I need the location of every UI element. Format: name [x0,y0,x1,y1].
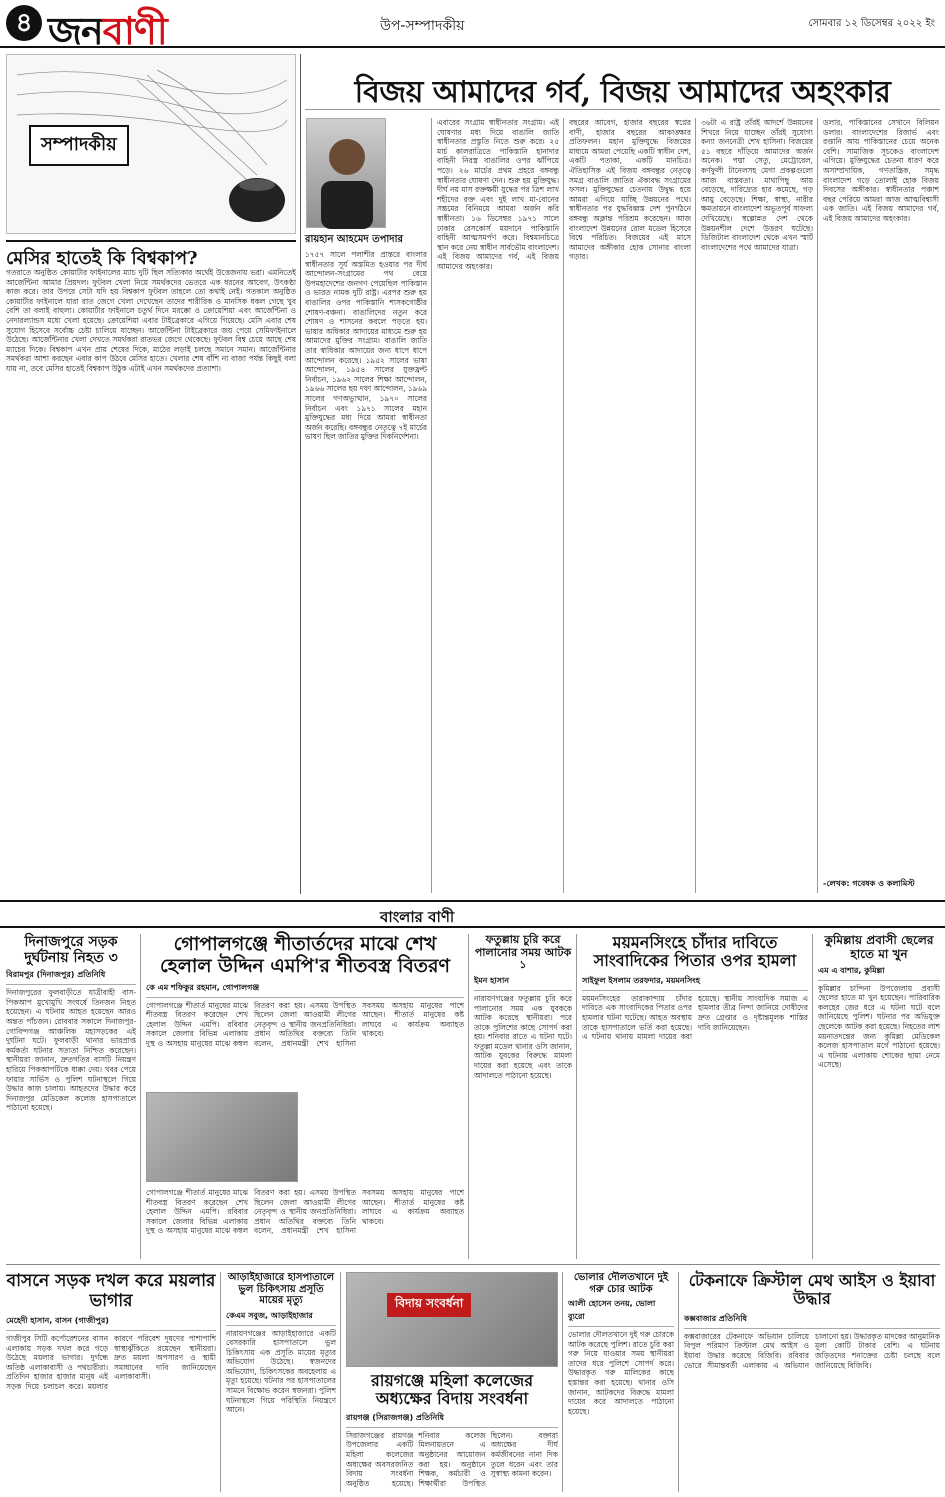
paper-name-part-b: বাণী [102,8,167,53]
news-headline: টেকনাফে ক্রিস্টাল মেথ আইস ও ইয়াবা উদ্ধার [688,1271,936,1309]
main-article-col5: ডলার, পাকিস্তানের সেখানে বিলিয়ন ডলার। বাংলাদেশের রিজার্ভ এবং রপ্তানি আয় পাকিস্তানের চেয়ে অনেক বেশি। সামাজিক সূচকেও বাংলাদেশ এগিয়ে। মুক্তিযুদ্ধের চেতনা ধারণ করে অসাম্প্রদায়িক, গণতান্ত্রিক, সমৃদ্ধ বাংলাদেশ গড়ে তোলাই হোক বিজয় দিবসের অঙ্গীকার। স্বাধীনতার পঞ্চাশ বছর পেরিয়ে আমরা আজ আত্মবিশ্বাসী এক জাতি। এই বিজয় আমাদের গর্ব, এই বিজয় আমাদের অহংকার। [823,118,939,223]
page-number: ৪ [6,5,42,41]
news-item [226,1272,336,1484]
news-byline: মেহেদী হাসান, বাসন (গাজীপুর) [6,1315,216,1331]
news-body: নারায়ণগঞ্জের ফতুল্লায় চুরি করে পালানোর সময় এক যুবককে আটক করেছে স্থানীয়রা। পরে তাকে পুলিশের কাছে সোপর্দ করা হয়। শনিবার রাতে এ ঘটনা ঘটে। ফতুল্লা মডেল থানার ওসি জানান, আটক যুবকের বিরুদ্ধে মামলা দায়ের করা হয়েছে এবং তাকে আদালতে পাঠানো হয়েছে। [474,993,572,1080]
author-avatar-icon [307,119,387,229]
news-item [684,1272,940,1492]
main-article-col1: ১৭৫৭ সালে পলাশীর প্রান্তরে বাংলার স্বাধীনতার সূর্য অস্তমিত হওয়ার পর দীর্ঘ আন্দোলন-সংগ্রামের পথ বেয়ে উপমহাদেশের জনগণ পেয়েছিল পাকিস্তান ও ভারত নামক দুটি রাষ্ট্র। এরপর শুরু হয় বাঙালির ওপর পাকিস্তানি শাসকগোষ্ঠীর শোষণ-বঞ্চনা। বাঙালিদের নতুন করে শোষণ ও শাসনের কবলে পড়তে হয়। ভাষার অধিকার আদায়ের মাধ্যমে শুরু হয় আমাদের মুক্তির সংগ্রাম। বাঙালি জাতি তার স্বাধিকার আদায়ের জন্য ধাপে ধাপে আন্দোলন করেছে। ১৯৫২ সালের ভাষা আন্দোলন, ১৯৫৪ সালের যুক্তফ্রন্ট নির্বাচন, ১৯৬২ সালের শিক্ষা আন্দোলন, ১৯৬৬ সালের ছয় দফা আন্দোলন, ১৯৬৯ সালের গণঅভ্যুত্থান, ১৯৭০ সালের নির্বাচন এবং ১৯৭১ সালের মহান মুক্তিযুদ্ধের মধ্য দিয়ে আমরা স্বাধীনতা অর্জন করেছি। বঙ্গবন্ধুর নেতৃত্বে ৭ই মার্চের ভাষণ ছিল জাতির মুক্তির দিকনির্দেশনা। [305,250,427,442]
main-article-col2: এবারের সংগ্রাম স্বাধীনতার সংগ্রাম। এই ঘোষণার মধ্য দিয়ে বাঙালি জাতি স্বাধীনতার প্রস্তুতি নিতে শুরু করে। ২৫ মার্চ কালরাত্রিতে পাকিস্তানি হানাদার বাহিনী নিরস্ত্র বাঙালির ওপর ঝাঁপিয়ে পড়ে। ২৬ মার্চের প্রথম প্রহরে বঙ্গবন্ধু স্বাধীনতার ঘোষণা দেন। শুরু হয় মুক্তিযুদ্ধ। দীর্ঘ নয় মাস রক্তক্ষয়ী যুদ্ধের পর ত্রিশ লাখ শহীদের রক্ত এবং দুই লাখ মা-বোনের সম্ভ্রমের বিনিময়ে আমরা অর্জন করি স্বাধীনতা। ১৬ ডিসেম্বর ১৯৭১ সালে ঢাকার রেসকোর্স ময়দানে পাকিস্তানি বাহিনী আত্মসমর্পণ করে। বিশ্বমানচিত্রে স্থান করে নেয় স্বাধীন সার্বভৌম বাংলাদেশ। এই বিজয় আমাদের গর্ব, এই বিজয় আমাদের অহংকার। [437,118,559,271]
news-byline: এম এ বাশার, কুমিল্লা [818,965,940,981]
news-item [346,1372,558,1491]
news-headline: কুমিল্লায় প্রবাসী ছেলের হাতে মা খুন [824,933,934,961]
news-photo [146,1092,298,1182]
news-headline: রায়গঞ্জে মহিলা কলেজের অধ্যক্ষের বিদায় সংবর্ধনা [370,1371,534,1409]
news-item [474,934,572,1264]
band-title: বাংলার বাণী [380,908,455,926]
news-headline: দিনাজপুরে সড়ক দুর্ঘটনায় নিহত ৩ [24,934,118,967]
main-article-col4: ৩৬টা এ রাষ্ট্র তাঁরই আদর্শে উন্নয়নের শিখরে নিয়ে যাচ্ছেন তাঁরই সুযোগ্য কন্যা জননেত্রী শেখ হাসিনা। বিজয়ের ৫১ বছরে দাঁড়িয়ে আমাদের অর্জন অনেক। পদ্মা সেতু, মেট্রোরেল, কর্ণফুলী টানেলসহ মেগা প্রকল্পগুলো আজ বাস্তবতা। মাথাপিছু আয় বেড়েছে, দারিদ্র্যের হার কমেছে, গড় আয়ু বেড়েছে। শিক্ষা, স্বাস্থ্য, নারীর ক্ষমতায়নে বাংলাদেশ অভূতপূর্ব সাফল্য দেখিয়েছে। স্বল্পোন্নত দেশ থেকে উন্নয়নশীল দেশে উত্তরণ ঘটেছে। ডিজিটাল বাংলাদেশ থেকে এখন স্মার্ট বাংলাদেশের পথে আমাদের যাত্রা। [701,118,813,252]
news-headline: আড়াইহাজারে হাসপাতালে ভুল চিকিৎসায় প্রসূতি মায়ের মৃত্যু [227,1272,335,1306]
news-item [146,934,464,1093]
news-byline: সাইফুল ইসলাম তরফদার, ময়মনসিংহ [582,975,808,991]
news-byline: বিরামপুর (দিনাজপুর) প্রতিনিধি [6,969,136,985]
author-photo [306,118,386,228]
masthead [0,0,945,53]
news-byline: কেএম সবুজ, আড়াইহাজার [226,1310,336,1326]
news-body: গোপালগঞ্জে শীতার্ত মানুষের মাঝে শীতবস্ত্র বিতরণ করেছেন শেখ হেলাল উদ্দিন এমপি। রবিবার সকালে জেলার বিভিন্ন এলাকায় দুস্থ ও অসহায় মানুষের মাঝে কম্বল বিতরণ করা হয়। এসময় উপস্থিত ছিলেন জেলা আওয়ামী লীগের নেতৃবৃন্দ ও স্থানীয় জনপ্রতিনিধিরা। প্রধান অতিথির বক্তব্যে তিনি বলেন, প্রধানমন্ত্রী শেখ হাসিনা সবসময় অসহায় মানুষের পাশে আছেন। শীতার্ত মানুষের কষ্ট লাঘবে এ কার্যক্রম অব্যাহত থাকবে। [146,1000,464,1049]
news-photo-banner: বিদায় সংবর্ধনা [387,1293,471,1317]
news-body: কক্সবাজারের টেকনাফে অভিযান চালিয়ে বিপুল পরিমাণ ক্রিস্টাল মেথ আইস ও ইয়াবা উদ্ধার করেছে বিজিবি। রবিবার ভোরে সীমান্তবর্তী এলাকায় এ অভিযান চালানো হয়। উদ্ধারকৃত মাদকের আনুমানিক মূল্য কোটি টাকার বেশি। এ ঘটনায় জড়িতদের শনাক্তের চেষ্টা চলছে বলে জানিয়েছে বিজিবি। [684,1331,940,1370]
news-byline: আলী হোসেন তনয়, ভোলা ব্যুরো [568,1298,674,1327]
news-item [818,934,940,1274]
main-article-footer: -লেখক: গবেষক ও কলামিস্ট [823,879,915,888]
news-body: সিরাজগঞ্জের রায়গঞ্জ উপজেলার একটি মহিলা কলেজের অধ্যক্ষের অবসরজনিত বিদায় সংবর্ধনা অনুষ্ঠিত হয়েছে। শনিবার কলেজ মিলনায়তনে এ অনুষ্ঠানের আয়োজন করা হয়। অনুষ্ঠানে শিক্ষক, কর্মচারী ও শিক্ষার্থীরা উপস্থিত ছিলেন। বক্তারা অধ্যক্ষের দীর্ঘ কর্মজীবনের নানা দিক তুলে ধরেন এবং তার সুস্বাস্থ্য কামনা করেন। [346,1430,558,1488]
news-body: ভোলার দৌলতখানে দুই গরু চোরকে আটক করেছে পুলিশ। রাতে চুরি করা গরু নিয়ে যাওয়ার সময় স্থানীয়রা তাদের ধরে পুলিশে সোপর্দ করে। উদ্ধারকৃত গরু মালিকের কাছে হস্তান্তর করা হয়েছে। থানার ওসি জানান, আটকদের বিরুদ্ধে মামলা দায়ের করে আদালতে পাঠানো হয়েছে। [568,1330,674,1416]
news-headline: ভোলার দৌলতখানে দুই গরু চোর আটক [573,1272,669,1295]
news-byline: কক্সবাজার প্রতিনিধি [684,1313,940,1329]
editorial-body: গতরাতে অনুষ্ঠিত কোয়ার্টার ফাইনালের ম্যাচ দুটি ছিল সত্যিকার অর্থেই উত্তেজনায় ভরা। এমনিতেই আর্জেন্টিনা আমার প্রিয়দল। ফুটবল খেলা নিয়ে সমর্থকদের ভেতরে এক ধরনের আবেগ, উৎকণ্ঠা কাজ করে। তার উপরে সেটা যদি হয় বিশ্বকাপ ফুটবল তাহলে তো কথাই নেই। গতকাল অনুষ্ঠিত কোয়ার্টার ফাইনালে যারা রাত জেগে খেলা দেখেছেন তাদের শারীরিক ও মানসিক ধকল গেছে খুব বেশি তা বলাই বাহুল্য। কোয়ার্টার ফাইনালে চতুর্থ দিনে মরক্কো ও ক্রোয়েশিয়া এবং আর্জেন্টিনা ও নেদারল্যান্ডস মধ্যে খেলা হয়েছে। ক্রোয়েশিয়া এবার টাইব্রেকারে এগিয়ে গিয়েছে। মেসি এবার শেষ সুযোগ হিসেবে সর্বোচ্চ চেষ্টা চালিয়ে যাচ্ছেন। আর্জেন্টিনা টাইব্রেকারে জয় পেয়ে সেমিফাইনালে উঠেছে। আর্জেন্টিনার খেলা দেখতে সমর্থকরা রাতভর জেগে থেকেছে। ফুটবল বিশ্ব চেয়ে আছে শেষ ম্যাচের দিকে। বিশ্বকাপ এখন প্রায় শেষের দিকে, মাঠের লড়াই চলছে সমানে সমান। আর্জেন্টিনার সমর্থকরা আশা করছেন এবার কাপ উঠবে মেসির হাতে। খেলার শেষ বাঁশি না বাজা পর্যন্ত কিছুই বলা যায় না, তবে মেসির হাতেই বিশ্বকাপ উঠুক এটাই এখন সমর্থকদের প্রত্যাশা। [6,268,296,373]
news-body: কুমিল্লার চান্দিনা উপজেলায় প্রবাসী ছেলের হাতে মা খুন হয়েছেন। পারিবারিক কলহের জের ধরে এ ঘটনা ঘটে বলে জানিয়েছে পুলিশ। ঘটনার পর অভিযুক্ত ছেলেকে আটক করা হয়েছে। নিহতের লাশ ময়নাতদন্তের জন্য কুমিল্লা মেডিকেল কলেজ হাসপাতাল মর্গে পাঠানো হয়েছে। এ ঘটনায় এলাকায় শোকের ছায়া নেমে এসেছে। [818,983,940,1070]
news-body: গাজীপুর সিটি কর্পোরেশনের বাসন এলাকায় সড়ক দখল করে গড়ে উঠেছে ময়লার ভাগার। দুর্গন্ধে অতিষ্ঠ এলাকাবাসী ও পথচারীরা। প্রতিদিন হাজার হাজার মানুষ এই সড়ক দিয়ে চলাচল করে। ময়লার কারণে পরিবেশ দূষণের পাশাপাশি স্বাস্থ্যঝুঁকিতে রয়েছেন স্থানীয়রা। দ্রুত ময়লা অপসারণ ও স্থায়ী সমাধানের দাবি জানিয়েছেন এলাকাবাসী। [6,1334,216,1392]
news-item [568,1272,674,1497]
news-body: ময়মনসিংহের তারাকান্দায় চাঁদার দাবিতে এক সাংবাদিকের পিতার ওপর হামলার ঘটনা ঘটেছে। আহত অবস্থায় তাকে হাসপাতালে ভর্তি করা হয়েছে। এ ঘটনায় থানায় মামলা দায়ের করা হয়েছে। স্থানীয় সাংবাদিক সমাজ এ হামলার তীব্র নিন্দা জানিয়ে দোষীদের দ্রুত গ্রেপ্তার ও দৃষ্টান্তমূলক শাস্তির দাবি জানিয়েছেন। [582,993,808,1042]
editorial-illustration [6,54,296,234]
news-item [6,934,136,1298]
main-article-headline: বিজয় আমাদের গর্ব, বিজয় আমাদের অহংকার [305,68,940,110]
news-headline: ফতুল্লায় চুরি করে পালানোর সময় আটক ১ [474,933,572,972]
news-byline: রায়গঞ্জ (সিরাজগঞ্জ) প্রতিনিধি [346,1412,558,1428]
section-band [0,900,945,928]
news-body: দিনাজপুরের ফুলবাড়ীতে যাত্রীবাহী বাস-পিকআপ মুখোমুখি সংঘর্ষে তিনজন নিহত হয়েছেন। এ ঘটনায় আহত হয়েছেন আরও অন্তত পাঁচজন। রোববার সকালে দিনাজপুর-গোবিন্দগঞ্জ আঞ্চলিক মহাসড়কের এই দুর্ঘটনা ঘটে। ফুলবাড়ী থানার ভারপ্রাপ্ত কর্মকর্তা ঘটনার সত্যতা নিশ্চিত করেছেন। স্থানীয়রা জানান, দ্রুতগতির বাসটি নিয়ন্ত্রণ হারিয়ে পিকআপটিকে ধাক্কা দেয়। খবর পেয়ে ফায়ার সার্ভিস ও পুলিশ ঘটনাস্থলে গিয়ে উদ্ধার কাজ চালায়। আহতদের উদ্ধার করে দিনাজপুর মেডিকেল কলেজ হাসপাতালে পাঠানো হয়েছে। [6,988,136,1113]
editorial-label: সম্পাদকীয় [29,125,129,166]
news-body-continued: গোপালগঞ্জে শীতার্ত মানুষের মাঝে শীতবস্ত্র বিতরণ করেছেন শেখ হেলাল উদ্দিন এমপি। রবিবার সকালে জেলার বিভিন্ন এলাকায় দুস্থ ও অসহায় মানুষের মাঝে কম্বল বিতরণ করা হয়। এসময় উপস্থিত ছিলেন জেলা আওয়ামী লীগের নেতৃবৃন্দ ও স্থানীয় জনপ্রতিনিধিরা। প্রধান অতিথির বক্তব্যে তিনি বলেন, প্রধানমন্ত্রী শেখ হাসিনা সবসময় অসহায় মানুষের পাশে আছেন। শীতার্ত মানুষের কষ্ট লাঘবে এ কার্যক্রম অব্যাহত থাকবে। [146,1188,464,1236]
news-headline: ময়মনসিংহে চাঁদার দাবিতে সাংবাদিকের পিতার ওপর হামলা [593,933,797,971]
issue-date: সোমবার ১২ ডিসেম্বর ২০২২ ইং [808,18,935,29]
news-headline: গোপালগঞ্জে শীতার্তদের মাঝে শেখ হেলাল উদ্দিন এমপি'র শীতবস্ত্র বিতরণ [160,933,450,977]
paper-name-part-a: জন [48,8,103,53]
news-byline: ইমন হাসান [474,975,572,991]
news-photo [346,1272,558,1367]
editorial-headline: মেসির হাতেই কি বিশ্বকাপ? [6,240,296,275]
author-name: রায়হান আহমেদ তপাদার [305,234,403,245]
main-article-col3: বছরের আবেগ, হাজার বছরের স্বপ্নের বাণী, হাজার বছরের আকাঙ্ক্ষার প্রতিফলন। মহান মুক্তিযুদ্ধে বিজয়ের মাধ্যমে আমরা পেয়েছি একটি স্বাধীন দেশ, একটি পতাকা, একটি মানচিত্র। ঐতিহাসিক এই বিজয় বঙ্গবন্ধুর নেতৃত্বে সমগ্র বাঙালি জাতির ঐক্যবদ্ধ সংগ্রামের ফসল। মুক্তিযুদ্ধের চেতনায় উদ্বুদ্ধ হয়ে আমরা এগিয়ে যাচ্ছি উন্নয়নের পথে। স্বাধীনতার পর যুদ্ধবিধ্বস্ত দেশ পুনর্গঠনে বঙ্গবন্ধু অক্লান্ত পরিশ্রম করেছেন। আজ বাংলাদেশ উন্নয়নের রোল মডেল হিসেবে বিশ্বে পরিচিত। বিজয়ের এই মাসে আমাদের অঙ্গীকার হোক সোনার বাংলা গড়ার। [569,118,691,262]
news-item [582,934,808,1264]
news-headline: বাসনে সড়ক দখল করে ময়লার ভাগার [6,1271,216,1311]
section-name: উপ-সম্পাদকীয় [380,18,465,34]
news-byline: কে এম শফিকুর রহমান, গোপালগঞ্জ [146,982,464,998]
news-body: নারায়ণগঞ্জের আড়াইহাজারে একটি বেসরকারি হাসপাতালে ভুল চিকিৎসায় এক প্রসূতি মায়ের মৃত্যুর অভিযোগ উঠেছে। স্বজনদের অভিযোগ, চিকিৎসকের অবহেলায় এ মৃত্যু হয়েছে। ঘটনার পর হাসপাতালের সামনে বিক্ষোভ করেন স্বজনরা। পুলিশ ঘটনাস্থলে গিয়ে পরিস্থিতি নিয়ন্ত্রণে আনে। [226,1328,336,1415]
news-item [6,1272,216,1494]
